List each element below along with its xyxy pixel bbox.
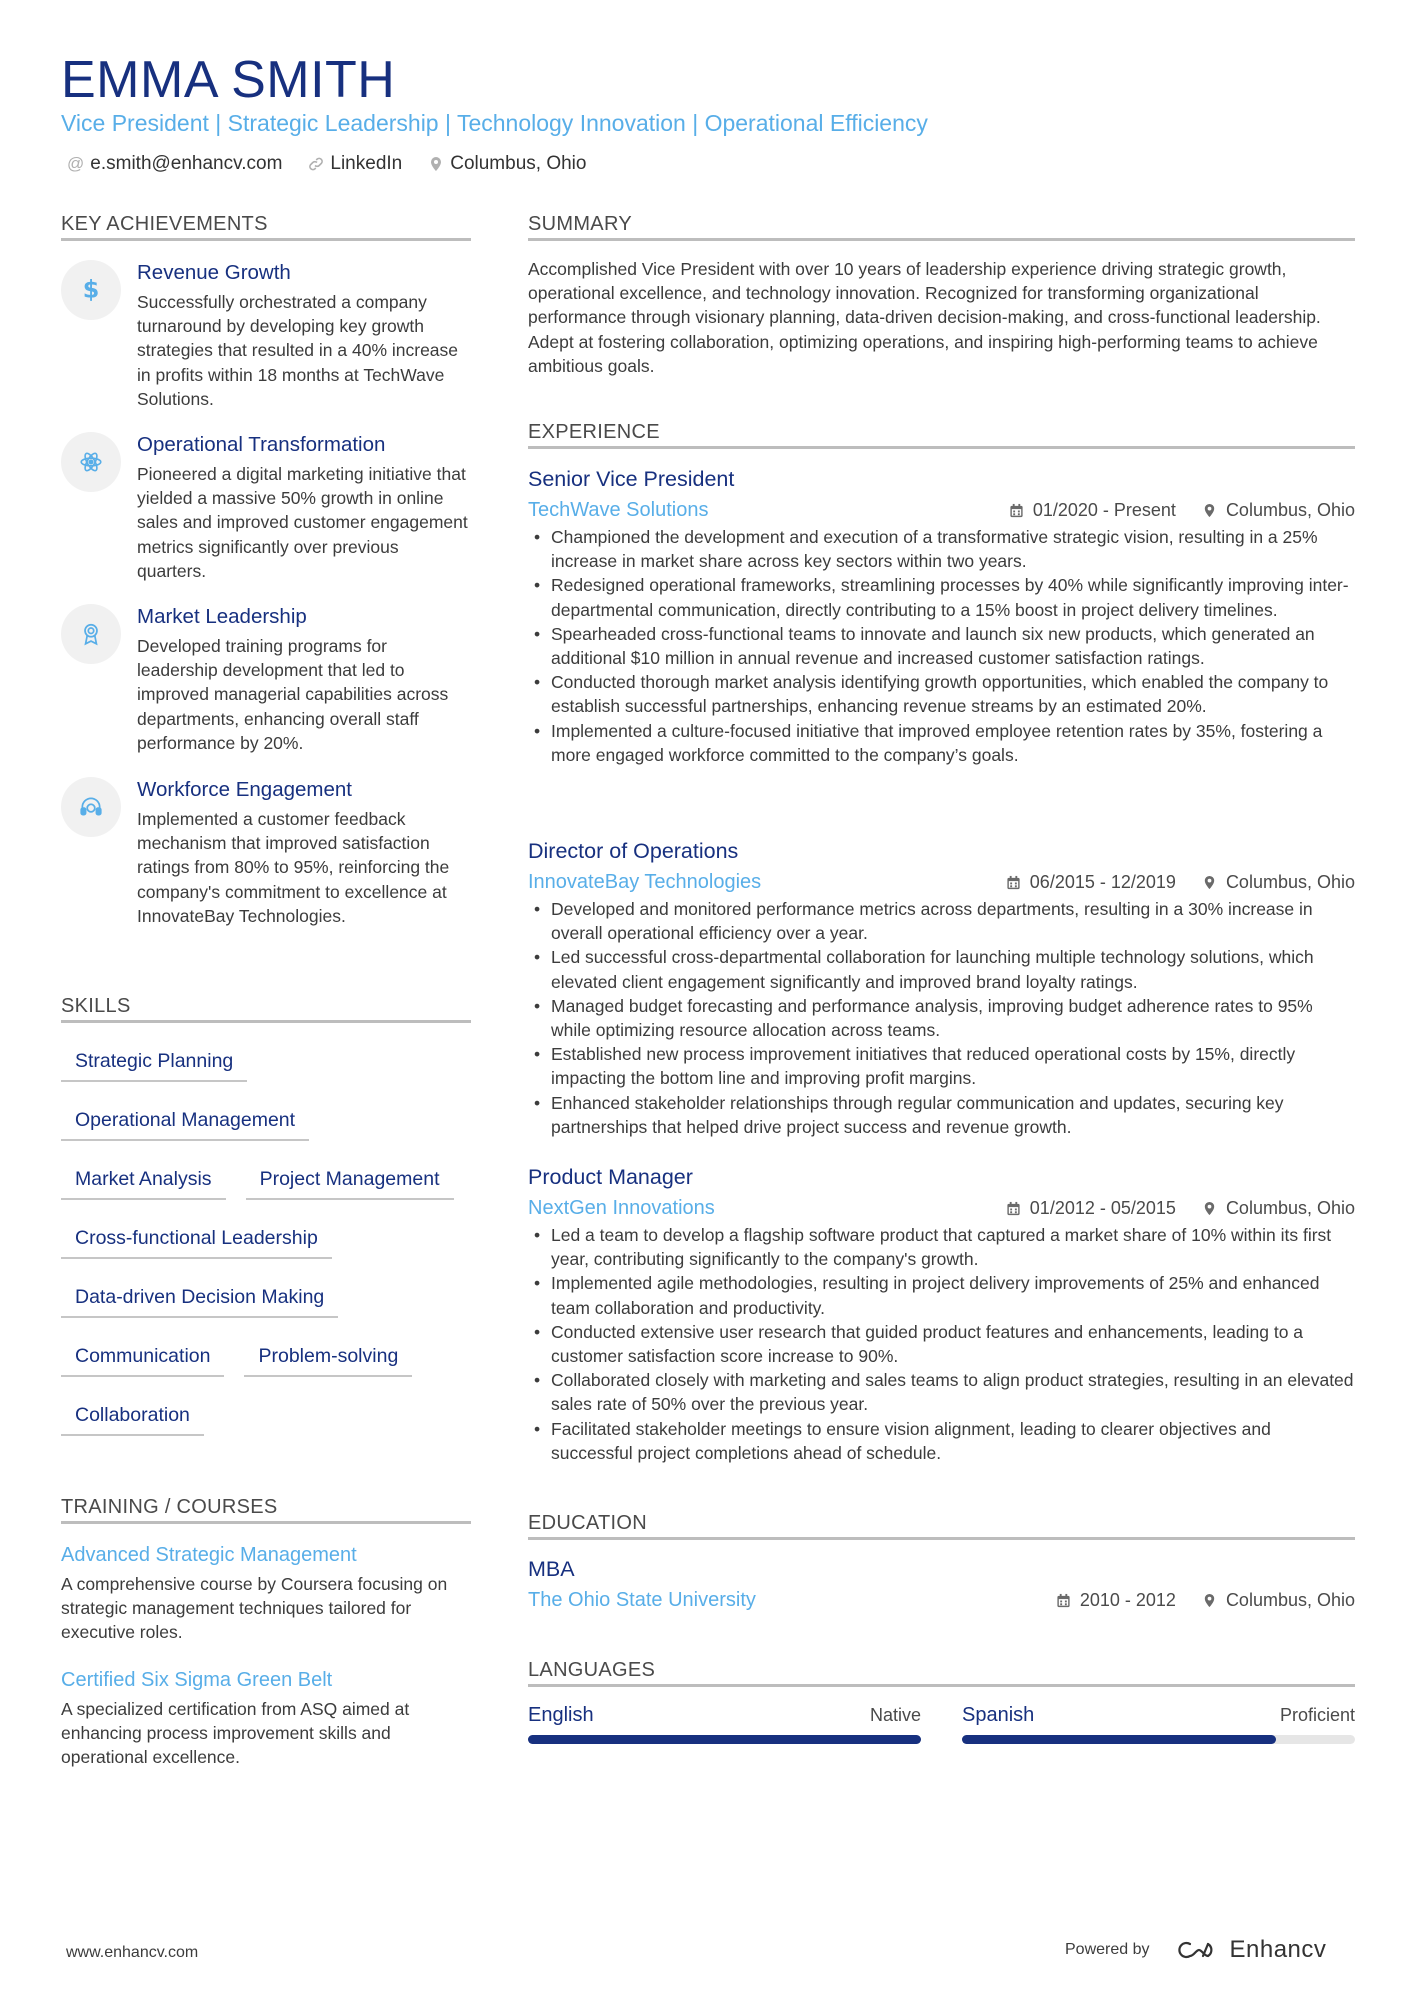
skills-divider — [61, 1020, 471, 1023]
course-text: A comprehensive course by Coursera focusing on strategic management techniques tailored for executive roles. — [61, 1574, 448, 1643]
linkedin-text: LinkedIn — [330, 153, 403, 174]
contact-email[interactable] — [67, 153, 282, 175]
job-bullet: • Managed budget forecasting and performance analysis, improving budget adherence rates to 95% while optimizing resource allocation across teams. — [528, 994, 1355, 1042]
job-location — [1202, 1198, 1355, 1219]
achievement-title: Revenue Growth — [137, 261, 291, 284]
job-location — [1202, 500, 1355, 521]
achievement-item — [61, 604, 471, 754]
calendar-icon — [1006, 875, 1021, 890]
job-dates-text: 06/2015 - 12/2019 — [1029, 871, 1176, 892]
job-company: InnovateBay Technologies — [528, 871, 762, 893]
skill-row — [61, 1337, 471, 1396]
job-bullets — [528, 1223, 1355, 1465]
languages-heading: LANGUAGES — [528, 1659, 656, 1681]
candidate-name: EMMA SMITH — [61, 51, 396, 109]
link-icon — [308, 156, 324, 172]
degree: MBA — [528, 1557, 575, 1581]
achievement-text: Pioneered a digital marketing initiative that yielded a massive 50% growth in online sales and improved customer engagement metrics significantly over previous quarters. — [137, 464, 468, 581]
calendar-icon — [1056, 1593, 1071, 1608]
job-title: Senior Vice President — [528, 467, 735, 491]
job-company: NextGen Innovations — [528, 1197, 715, 1219]
contact-location — [428, 153, 586, 175]
achievement-title: Market Leadership — [137, 605, 307, 628]
education-location-text: Columbus, Ohio — [1225, 1589, 1355, 1610]
course-text: A specialized certification from ASQ aimed at enhancing process improvement skills and operational excellence. — [61, 1699, 410, 1768]
job-dates — [1006, 1198, 1176, 1219]
skill-row — [61, 1101, 471, 1160]
language-level: Native — [869, 1705, 921, 1725]
skill-tag: Project Management — [246, 1160, 454, 1200]
location-pin-icon — [1202, 503, 1217, 518]
job-bullet: • Led successful cross-departmental collaboration for launching multiple technology solutions, which elevated client engagement significantly and improved brand loyalty ratings. — [528, 945, 1355, 993]
job-bullet: • Championed the development and execution of a transformative strategic vision, resulting in a 25% increase in market share across key sectors within two years. — [528, 525, 1355, 573]
job-bullets — [528, 897, 1355, 1139]
job-meta — [983, 497, 1355, 523]
job-dates — [1006, 872, 1176, 893]
experience-heading: EXPERIENCE — [528, 421, 660, 443]
school: The Ohio State University — [528, 1589, 756, 1611]
summary-divider — [528, 238, 1355, 241]
dollar-icon — [61, 260, 121, 320]
skills-heading: SKILLS — [61, 995, 131, 1017]
language-name: Spanish — [962, 1704, 1035, 1726]
achievement-title: Operational Transformation — [137, 433, 386, 456]
education-dates — [1056, 1590, 1176, 1611]
job-dates-text: 01/2012 - 05/2015 — [1029, 1197, 1176, 1218]
at-icon: @ — [67, 154, 85, 173]
job-location-text: Columbus, Ohio — [1225, 499, 1355, 520]
achievement-item — [61, 260, 471, 410]
achievement-title: Workforce Engagement — [137, 778, 352, 801]
achievement-text: Implemented a customer feedback mechanism that improved satisfaction ratings from 80% to 95%, reinforcing the company's commitment to excellence at InnovateBay Technologies. — [137, 809, 450, 926]
powered-by-text: Powered by — [1065, 1941, 1150, 1958]
job-dates — [1009, 500, 1176, 521]
skill-row — [61, 1042, 471, 1101]
experience-entry — [528, 837, 1355, 1157]
experience-divider — [528, 446, 1355, 449]
education-heading: EDUCATION — [528, 1512, 647, 1534]
skills-list — [61, 1042, 471, 1455]
skill-tag: Problem-solving — [244, 1337, 412, 1377]
language-bar-fill — [962, 1735, 1276, 1744]
job-bullet: • Facilitated stakeholder meetings to ensure vision alignment, leading to clearer objectives and successful project completions ahead of schedule. — [528, 1417, 1355, 1465]
summary-heading: SUMMARY — [528, 213, 632, 235]
language-bar — [962, 1735, 1355, 1744]
job-bullet: • Implemented agile methodologies, resulting in project delivery improvements of 25% and enhanced team collaboration and productivity. — [528, 1271, 1355, 1319]
job-dates-text: 01/2020 - Present — [1032, 499, 1176, 520]
calendar-icon — [1009, 503, 1024, 518]
course-title: Certified Six Sigma Green Belt — [61, 1669, 333, 1691]
location-pin-icon — [428, 156, 444, 172]
skill-row — [61, 1278, 471, 1337]
job-meta — [980, 1195, 1355, 1221]
language-item — [528, 1702, 921, 1747]
achievement-item — [61, 777, 471, 952]
contact-bar — [67, 151, 612, 177]
skill-tag: Strategic Planning — [61, 1042, 247, 1082]
job-bullet: • Implemented a culture-focused initiative that improved employee retention rates by 35%, fostering a more engaged workforce committed to the company’s goals. — [528, 719, 1355, 767]
skill-tag: Communication — [61, 1337, 224, 1377]
skill-tag: Data-driven Decision Making — [61, 1278, 338, 1318]
job-title: Director of Operations — [528, 839, 739, 863]
skill-row — [61, 1219, 471, 1278]
job-bullet: • Spearheaded cross-functional teams to innovate and launch six new products, which generated an additional $10 million in annual revenue and increased customer satisfaction ratings. — [528, 622, 1355, 670]
svg-text:$: $ — [82, 277, 100, 303]
job-location-text: Columbus, Ohio — [1225, 1197, 1355, 1218]
job-title: Product Manager — [528, 1165, 693, 1189]
job-location-text: Columbus, Ohio — [1225, 871, 1355, 892]
job-bullets — [528, 525, 1355, 767]
training-divider — [61, 1521, 471, 1524]
location-pin-icon — [1202, 875, 1217, 890]
experience-entry — [528, 465, 1355, 825]
training-heading: TRAINING / COURSES — [61, 1496, 278, 1518]
skill-tag: Market Analysis — [61, 1160, 226, 1200]
job-bullet: • Redesigned operational frameworks, streamlining processes by 40% while significantly improving inter-departmental communication, directly contributing to a 15% boost in project delivery timelines. — [528, 573, 1355, 621]
education-meta — [1030, 1587, 1355, 1613]
job-bullet: • Enhanced stakeholder relationships through regular communication and updates, securing key partnerships that helped drive project success and revenue growth. — [528, 1091, 1355, 1139]
language-item — [962, 1702, 1355, 1747]
education-location — [1202, 1590, 1355, 1611]
education-divider — [528, 1537, 1355, 1540]
job-bullet: • Established new process improvement initiatives that reduced operational costs by 15%, directly impacting the bottom line and improving profit margins. — [528, 1042, 1355, 1090]
award-icon — [61, 604, 121, 664]
job-bullet: • Led a team to develop a flagship software product that captured a market share of 10% within its first year, contributing significantly to the company's growth. — [528, 1223, 1355, 1271]
atom-icon — [61, 432, 121, 492]
language-name: English — [528, 1704, 594, 1726]
calendar-icon — [1006, 1201, 1021, 1216]
headline: Vice President | Strategic Leadership | Technology Innovation | Operational Efficiency — [61, 110, 928, 136]
location-text: Columbus, Ohio — [450, 153, 587, 174]
summary-text: Accomplished Vice President with over 10 years of leadership experience driving strategic growth, operational excellence, and technology innovation. Recognized for transforming organizational performance through visionary planning, data-driven decision-making, and cross-functional leadership. Adept at fostering collaboration, optimizing operations, and inspiring high-performing teams to achieve ambitious goals. — [528, 259, 1321, 376]
experience-entry — [528, 1163, 1355, 1483]
language-bar-fill — [528, 1735, 921, 1744]
skill-tag: Operational Management — [61, 1101, 309, 1141]
contact-linkedin[interactable] — [308, 153, 402, 175]
skill-row — [61, 1160, 471, 1219]
achievement-text: Developed training programs for leadership development that led to improved managerial capabilities across departments, enhancing overall staff performance by 20%. — [137, 636, 449, 753]
course-title: Advanced Strategic Management — [61, 1544, 357, 1566]
job-bullet: • Conducted thorough market analysis identifying growth opportunities, which enabled the company to establish successful partnerships, enhancing revenue streams by an estimated 20%. — [528, 670, 1355, 718]
job-location — [1202, 872, 1355, 893]
skill-tag: Collaboration — [61, 1396, 204, 1436]
email-text: e.smith@enhancv.com — [90, 153, 283, 174]
languages-divider — [528, 1684, 1355, 1687]
job-meta — [980, 869, 1355, 895]
education-dates-text: 2010 - 2012 — [1079, 1589, 1176, 1610]
location-pin-icon — [1202, 1593, 1217, 1608]
achievement-item — [61, 432, 471, 582]
achievements-divider — [61, 238, 471, 241]
enhancv-logo[interactable] — [1176, 1936, 1327, 1964]
skill-row — [61, 1396, 471, 1455]
job-bullet: • Developed and monitored performance metrics across departments, resulting in a 30% increase in overall operational efficiency over a year. — [528, 897, 1355, 945]
location-pin-icon — [1202, 1201, 1217, 1216]
language-bar — [528, 1735, 921, 1744]
achievements-heading: KEY ACHIEVEMENTS — [61, 213, 268, 235]
job-bullet: • Collaborated closely with marketing and sales teams to align product strategies, resulting in an elevated sales rate of 50% over the previous year. — [528, 1368, 1355, 1416]
language-level: Proficient — [1279, 1705, 1355, 1725]
footer-website[interactable]: www.enhancv.com — [66, 1944, 199, 1961]
enhancv-brand-text: Enhancv — [1229, 1936, 1327, 1963]
job-bullet: • Conducted extensive user research that guided product features and enhancements, leading to a customer satisfaction score increase to 90%. — [528, 1320, 1355, 1368]
achievement-text: Successfully orchestrated a company turnaround by developing key growth strategies that resulted in a 40% increase in profits within 18 months at TechWave Solutions. — [137, 292, 459, 409]
job-company: TechWave Solutions — [528, 499, 709, 521]
enhancv-logo-icon — [1176, 1938, 1222, 1962]
footer-branding — [1065, 1936, 1326, 1964]
education-entry — [528, 1555, 1355, 1625]
skill-tag: Cross-functional Leadership — [61, 1219, 332, 1259]
headset-icon — [61, 777, 121, 837]
